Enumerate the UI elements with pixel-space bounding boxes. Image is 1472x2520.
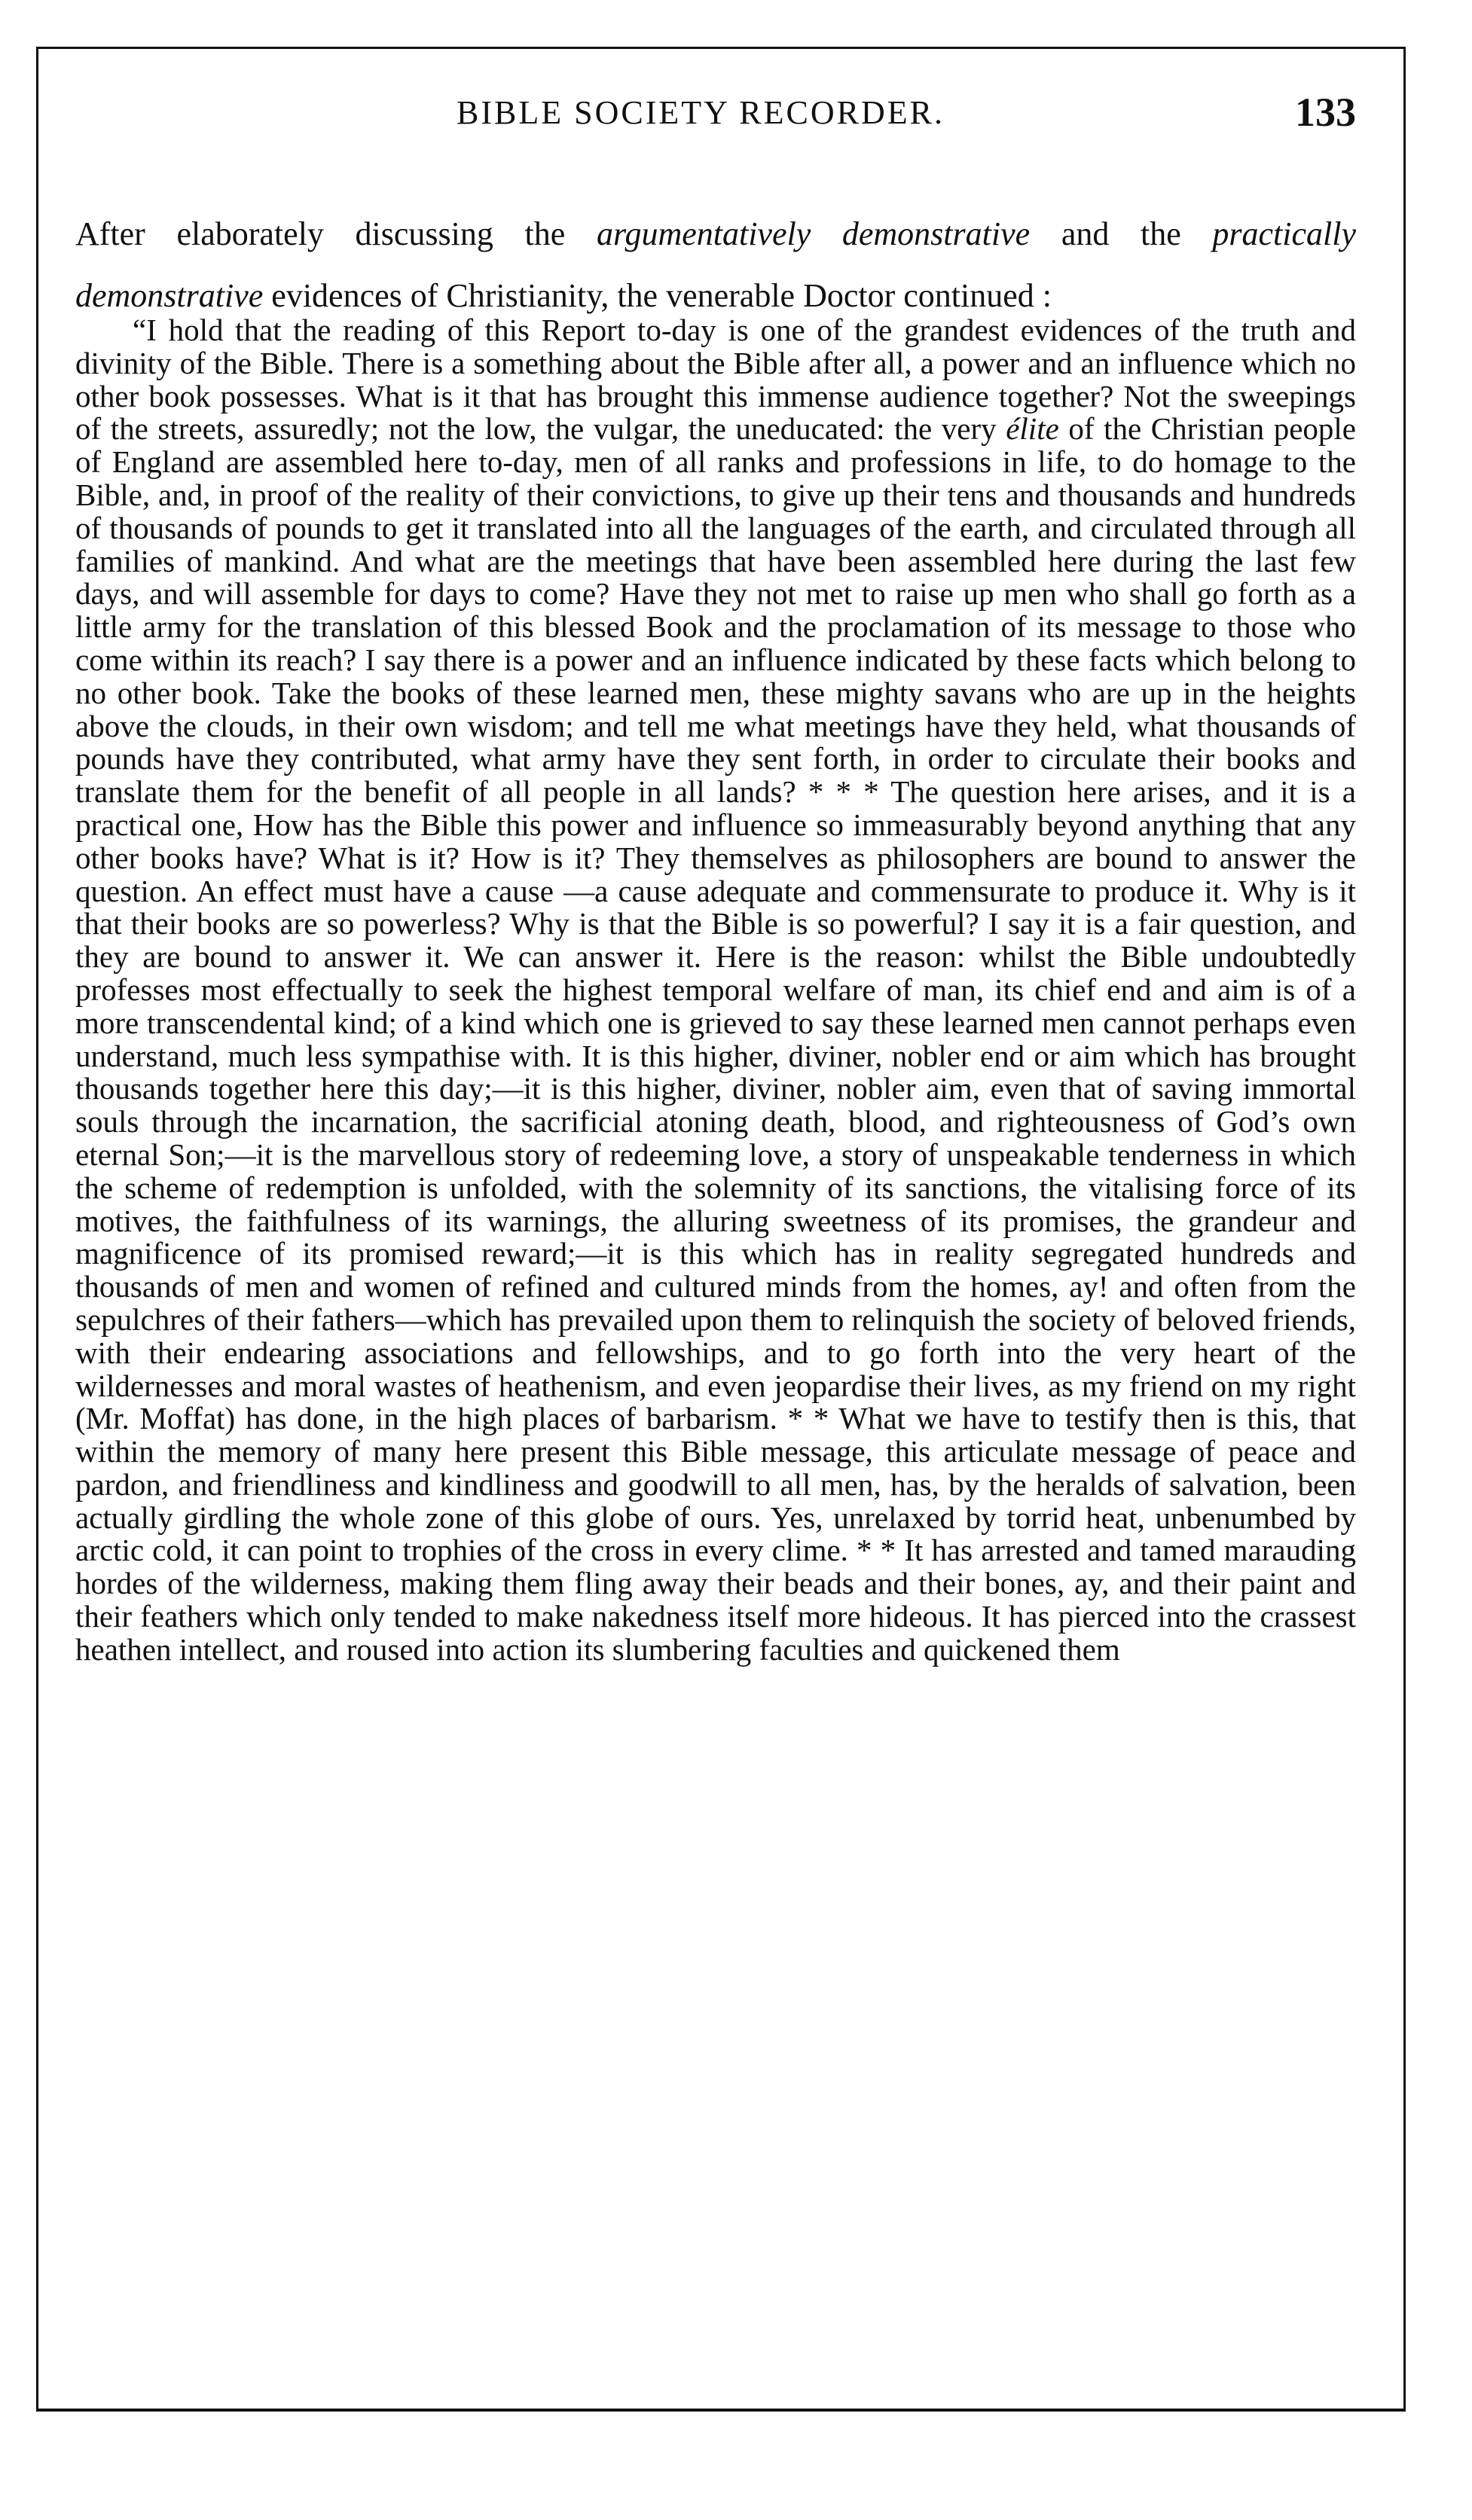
- bottom-rule: [36, 2409, 1406, 2412]
- running-title: BIBLE SOCIETY RECORDER.: [457, 94, 945, 131]
- quote-text-2: of the Christian people of England are assembled here to-day, men of all ranks and professions in life, to do homage to the Bible, and, in proof of the reality of their convictions, to give up their tens and thousands and hundreds of thousands of pounds to get it translated into all the languages of the earth, and circulated through all families of mankind. And what are the meetings that have been assembled here during the last few days, and will assemble for days to come? Have they not met to raise up men who shall go forth as a little army for the translation of this blessed Book and the proclamation of its message to those who come within its reach? I say there is a power and an influence indicated by these facts which belong to no other book. Take the books of these learned men, these mighty savans who are up in the heights above the clouds, in their own wisdom; and tell me what meetings have they held, what thousands of pounds have they contributed, what army have they sent forth, in order to circulate their books and translate them for the benefit of all people in all lands? * * * The question here arises, and it is a practical one, How has the Bible this power and influence so immeasurably beyond anything that any other books have? What is it? How is it? They themselves as philosophers are bound to answer the question. An effect must have a cause —a cause adequate and commensurate to produce it. Why is it that their books are so powerless? Why is that the Bible is so powerful? I say it is a fair question, and they are bound to answer it. We can answer it. Here is the reason: whilst the Bible undoubtedly professes most effectually to seek the highest temporal welfare of man, its chief end and aim is of a more transcendental kind; of a kind which one is grieved to say these learned men cannot perhaps even understand, much less sympathise with. It is this higher, diviner, nobler end or aim which has brought thousands together here this day;—it is this higher, diviner, nobler aim, even that of saving immortal souls through the incarnation, the sacrificial atoning death, blood, and righteousness of God’s own eternal Son;—it is the marvellous story of redeeming love, a story of unspeakable tenderness in which the scheme of redemption is unfolded, with the solemnity of its sanctions, the vitalising force of its motives, the faithfulness of its warnings, the alluring sweetness of its promises, the grandeur and magnificence of its promised reward;—it is this which has in reality segregated hundreds and thousands of men and women of refined and cultured minds from the homes, ay! and often from the sepulchres of their fathers—which has prevailed upon them to relinquish the society of beloved friends, with their endearing associations and fellowships, and to go forth into the very heart of the wildernesses and moral wastes of heathenism, and even jeopardise their lives, as my friend on my right (Mr. Moffat) has done, in the high places of barbarism. * * What we have to testify then is this, that within the memory of many here present this Bible message, this articulate message of peace and pardon, and friendliness and kindliness and goodwill to all men, has, by the heralds of salvation, been actually girdling the whole zone of this globe of ours. Yes, unrelaxed by torrid heat, unbenumbed by arctic cold, it can point to trophies of the cross in every clime. * * It has arrested and tamed marauding hordes of the wilderness, making them fling away their beads and their bones, ay, and their paint and their feathers which only tended to make nakedness itself more hideous. It has pierced into the crassest heathen intellect, and roused into action its slumbering faculties and quickened them: [75, 411, 1356, 1667]
- intro-paragraph: [75, 203, 1356, 327]
- top-rule: [36, 47, 1406, 49]
- intro-text-2: and the: [1030, 215, 1213, 252]
- quote-emphasis-elite: élite: [1006, 411, 1059, 447]
- quote-text-1: “I hold that the reading of this Report to-day is one of the grandest evidences of the truth and divinity of the Bible. There is a something about the Bible after all, a power and an influence which no other book possesses. What is it that has brought this immense audience together? Not the sweepings of the streets, assuredly; not the low, the vulgar, the uneducated: the very: [75, 313, 1356, 447]
- running-header: [45, 89, 1356, 142]
- quoted-speech: [75, 314, 1356, 1667]
- intro-text-3: evidences of Christianity, the venerable Doctor continued :: [263, 277, 1052, 314]
- intro-emphasis-1: argumentatively demonstrative: [596, 215, 1031, 252]
- page-number: 133: [1295, 90, 1356, 135]
- intro-text-1: After elaborately discussing the: [75, 215, 597, 252]
- intro-emphasis-2: practically demonstrative: [75, 215, 1356, 314]
